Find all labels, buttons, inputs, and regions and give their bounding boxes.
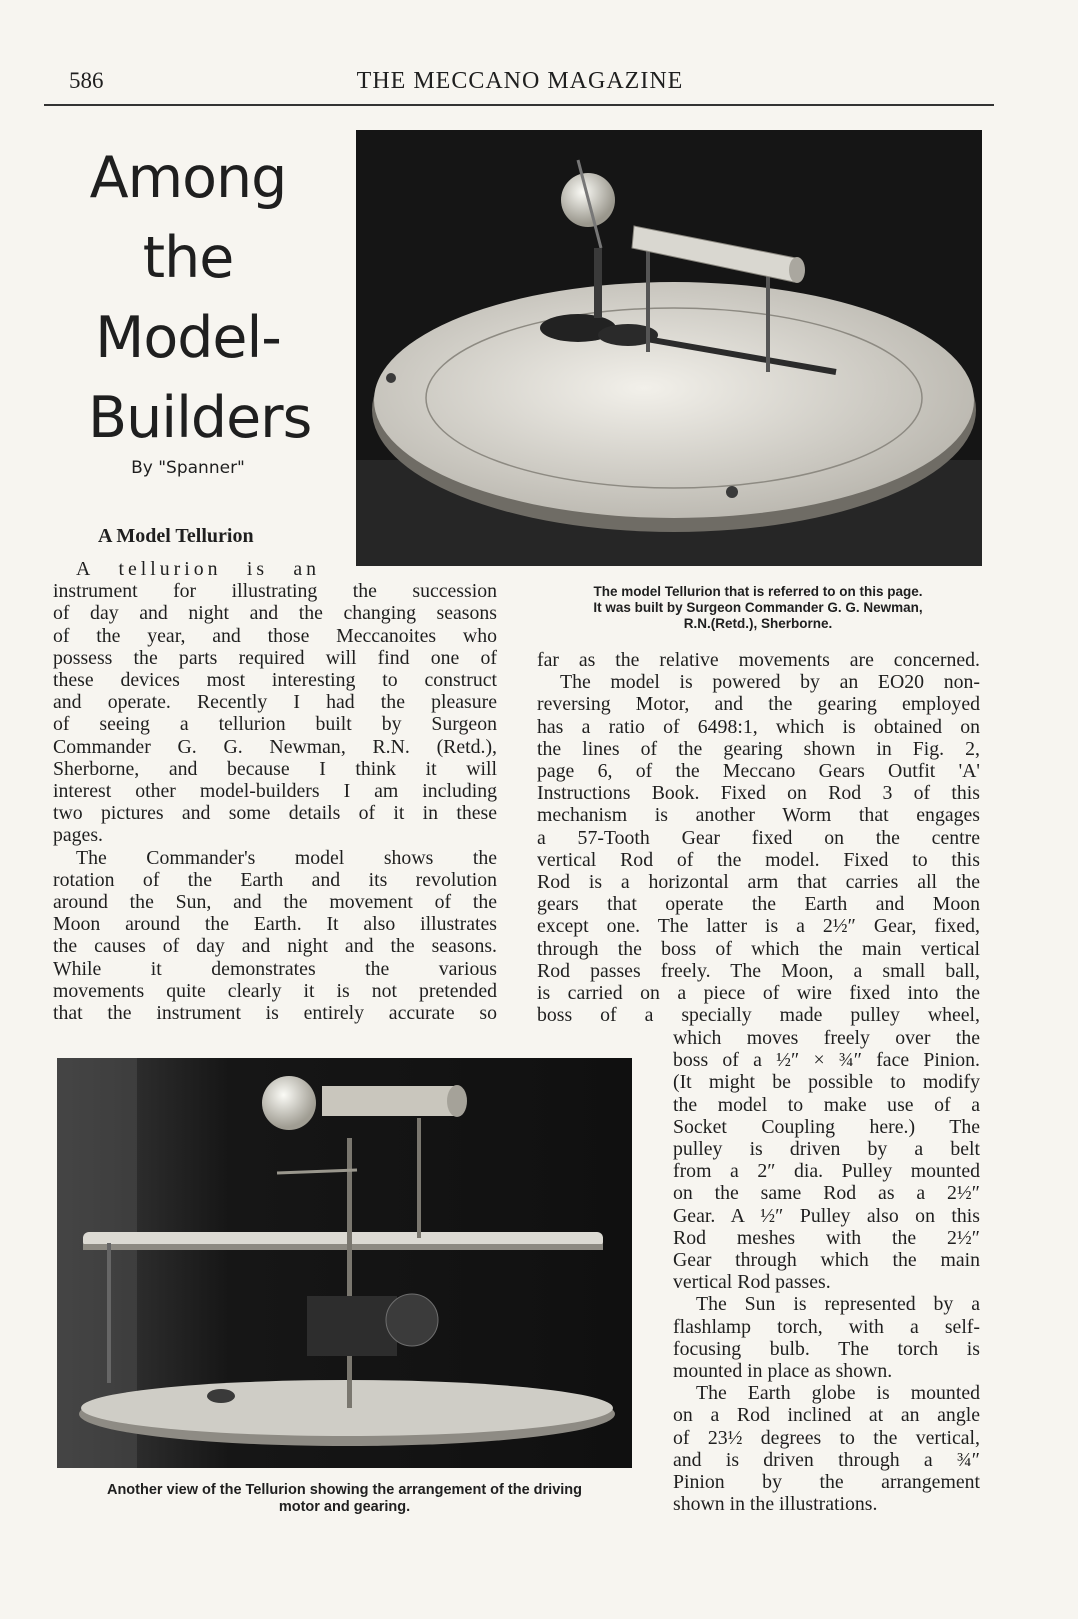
text-line: has a ratio of 6498:1, which is obtained on [537, 715, 980, 738]
text-line: Gear through which the main [673, 1249, 980, 1272]
text-line: is carried on a piece of wire fixed into the [537, 982, 980, 1005]
text-line: The model is powered by an EO20 non- [560, 671, 980, 694]
text-line: around the Sun, and the movement of the [53, 891, 497, 914]
text-line: A tellurion is an [76, 558, 320, 580]
text-line: Gear. A ½″ Pulley also on this [673, 1204, 980, 1227]
text-line: The Earth globe is mounted [696, 1382, 980, 1405]
text-line: boss of a ½″ × ¾″ face Pinion. [673, 1049, 980, 1072]
text-line: interest other model-builders I am including [53, 780, 497, 803]
text-line: the model to make use of a [673, 1093, 980, 1116]
text-line: movements quite clearly it is not pretended [53, 979, 497, 1002]
text-line: shown in the illustrations. [673, 1493, 878, 1516]
text-line: two pictures and some details of it in these [53, 802, 497, 825]
title-line: Builders [88, 385, 312, 451]
header-rule [44, 104, 994, 106]
text-line: from a 2″ dia. Pulley mounted [673, 1160, 980, 1183]
text-line: of seeing a tellurion built by Surgeon [53, 713, 497, 736]
text-line: except one. The latter is a 2½″ Gear, fixed, [537, 915, 980, 938]
text-line: Rod is a horizontal arm that carries all the [537, 871, 980, 894]
text-line: flashlamp torch, with a self- [673, 1315, 980, 1338]
text-line: pulley is driven by a belt [673, 1138, 980, 1161]
photo-caption: The model Tellurion that is referred to on this page. It was built by Surgeon Commander G. G. Newman, R.N.(Retd.), Sherborne. [593, 584, 923, 631]
text-line: the causes of day and night and the seasons. [53, 935, 497, 958]
text-line: and operate. Recently I had the pleasure [53, 691, 497, 714]
text-line: instrument for illustrating the succession [53, 580, 497, 603]
text-line: on a Rod inclined at an angle [673, 1404, 980, 1427]
title-line: the [142, 225, 234, 291]
article-title [88, 138, 312, 458]
text-line: mechanism is another Worm that engages [537, 804, 980, 827]
text-line: The Sun is represented by a [696, 1293, 980, 1316]
article-column-right-narrow [673, 1027, 980, 1515]
text-line: pages. [53, 824, 103, 847]
text-line: the lines of the gearing shown in Fig. 2, [537, 737, 980, 760]
text-line: focusing bulb. The torch is [673, 1337, 980, 1360]
text-line: While it demonstrates the various [53, 957, 497, 980]
text-line: reversing Motor, and the gearing employed [537, 693, 980, 716]
text-line: through the boss of which the main vertical [537, 937, 980, 960]
text-line: Sherborne, and because I think it will [53, 757, 497, 780]
text-line: Instructions Book. Fixed on Rod 3 of this [537, 782, 980, 805]
text-line: rotation of the Earth and its revolution [53, 868, 497, 891]
text-line: a 57-Tooth Gear fixed on the centre [537, 826, 980, 849]
text-line: boss of a specially made pulley wheel, [537, 1004, 980, 1027]
text-line: (It might be possible to modify [673, 1071, 980, 1094]
title-line: Model- [95, 305, 281, 371]
text-line: mounted in place as shown. [673, 1360, 893, 1383]
text-line: vertical Rod passes. [673, 1271, 831, 1294]
title-line: Among [89, 145, 287, 211]
text-line: vertical Rod of the model. Fixed to this [537, 848, 980, 871]
text-line: which moves freely over the [673, 1027, 980, 1049]
text-line: Moon around the Earth. It also illustrates [53, 913, 497, 936]
section-heading: A Model Tellurion [98, 525, 254, 547]
text-line: gears that operate the Earth and Moon [537, 893, 980, 916]
text-line: that the instrument is entirely accurate so [53, 1002, 497, 1025]
text-line: far as the relative movements are concerned. [537, 649, 980, 671]
byline: By "Spanner" [131, 458, 245, 478]
text-line: Rod meshes with the 2½″ [673, 1226, 980, 1249]
tellurion-motor-photo [57, 1058, 632, 1468]
text-line: The Commander's model shows the [76, 846, 497, 869]
article-column-right [537, 649, 980, 1026]
text-line: of day and night and the changing seasons [53, 602, 497, 625]
text-line: these devices most interesting to construct [53, 669, 497, 692]
article-column-left [53, 558, 497, 1024]
magazine-title: THE MECCANO MAGAZINE [356, 68, 684, 94]
tellurion-photo [356, 130, 982, 566]
text-line: Pinion by the arrangement [673, 1471, 980, 1494]
text-line: on the same Rod as a 2½″ [673, 1182, 980, 1205]
photo-caption: Another view of the Tellurion showing the arrangement of the driving motor and gearing. [106, 1482, 583, 1515]
text-line: and is driven through a ¾″ [673, 1448, 980, 1471]
text-line: possess the parts required will find one of [53, 646, 497, 669]
page-number: 586 [69, 68, 104, 93]
text-line: of 23½ degrees to the vertical, [673, 1426, 980, 1449]
text-line: Commander G. G. Newman, R.N. (Retd.), [53, 735, 497, 758]
text-line: page 6, of the Meccano Gears Outfit 'A' [537, 760, 980, 783]
text-line: of the year, and those Meccanoites who [53, 624, 497, 647]
text-line: Rod passes freely. The Moon, a small ball, [537, 959, 980, 982]
text-line: Socket Coupling here.) The [673, 1115, 980, 1138]
